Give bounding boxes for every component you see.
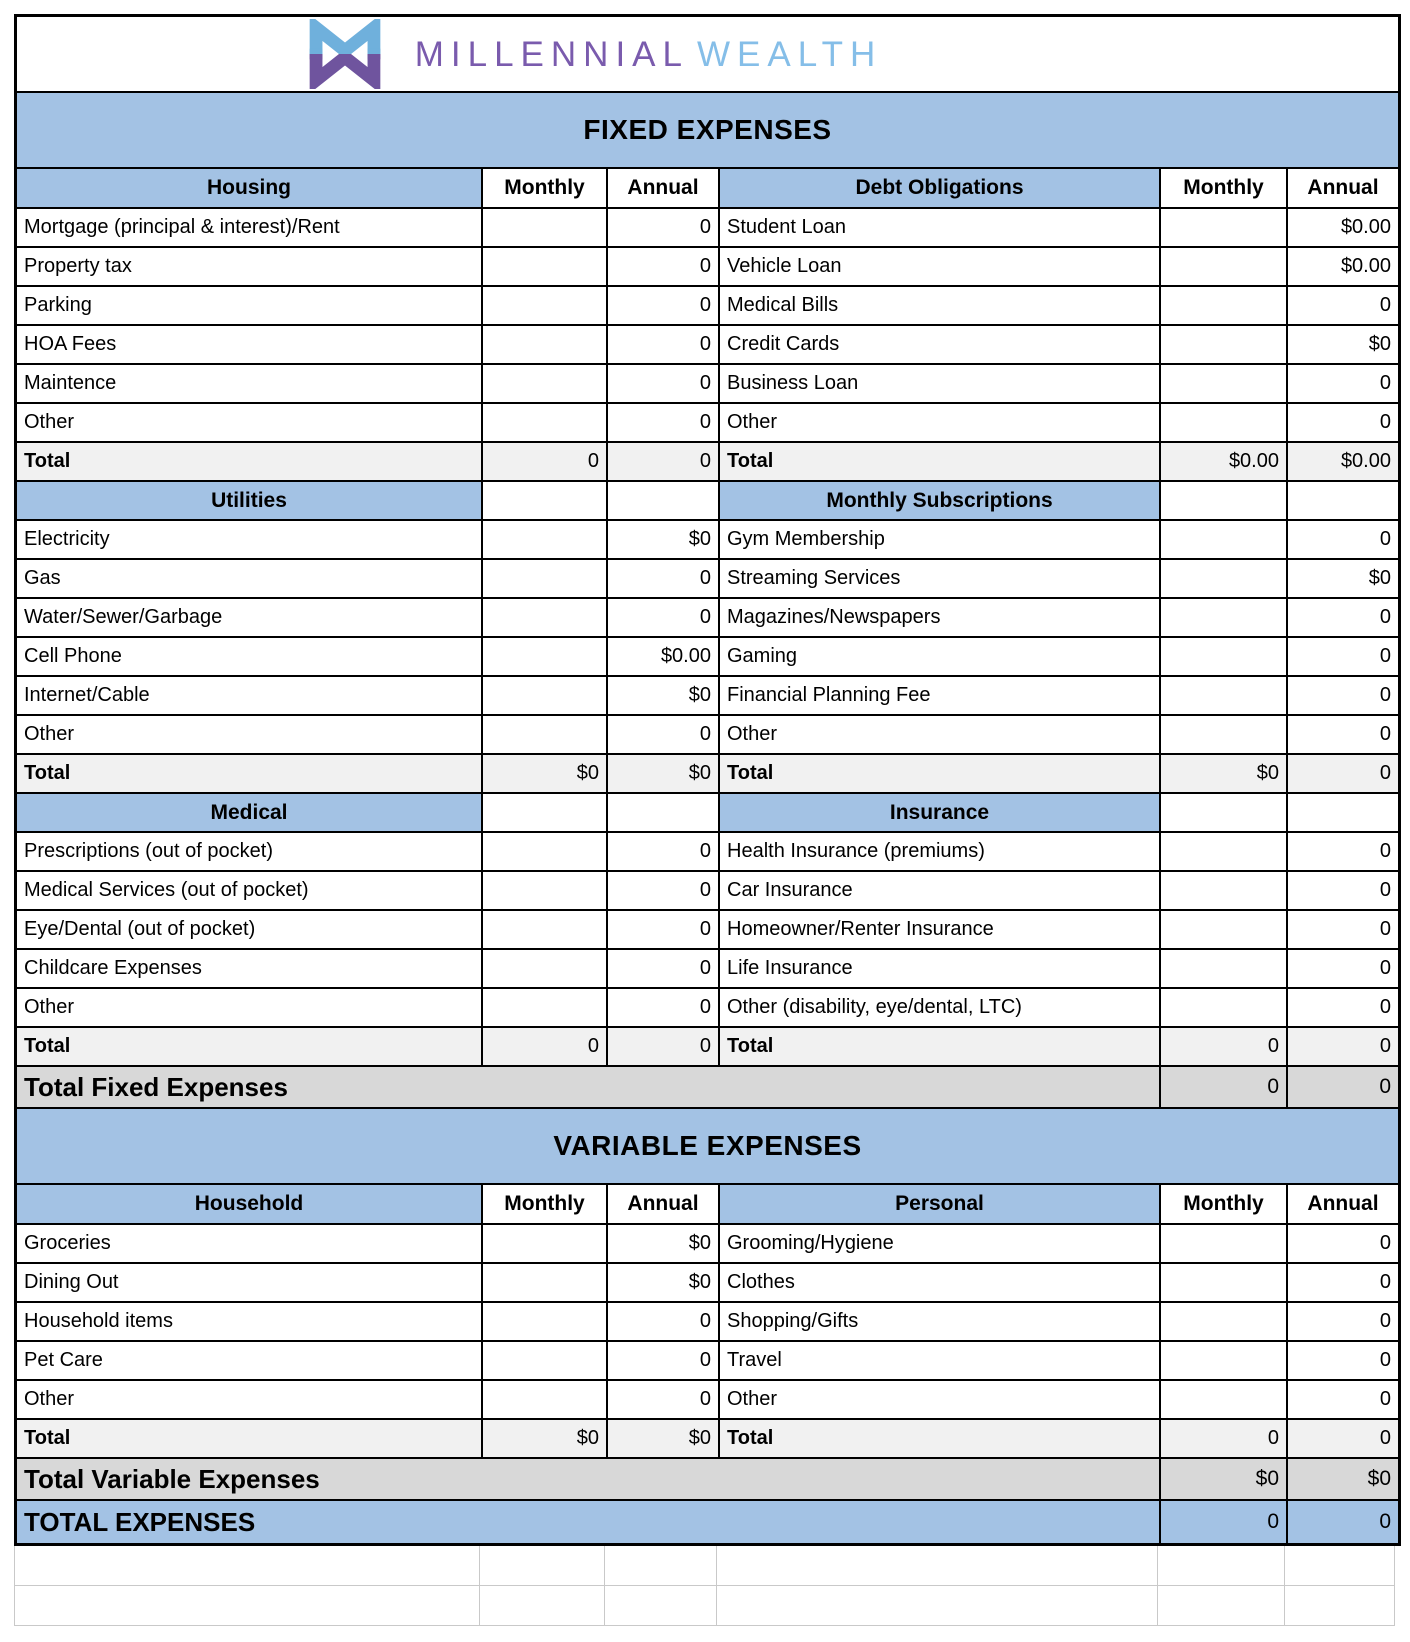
total-annual-cell[interactable]: $0 [608,1420,720,1459]
annual-value-cell[interactable]: 0 [608,950,720,989]
header-spacer-cell [483,794,608,833]
monthly-input-cell[interactable] [1161,833,1288,872]
annual-value-cell[interactable]: 0 [1288,911,1398,950]
monthly-input-cell[interactable] [1161,248,1288,287]
expense-label-cell[interactable]: Gas [17,560,483,599]
monthly-input-cell[interactable] [483,989,608,1028]
brand-logo [289,19,883,89]
expense-label-cell[interactable]: Other (disability, eye/dental, LTC) [720,989,1161,1028]
total-monthly-cell[interactable]: $0.00 [1161,443,1288,482]
annual-value-cell[interactable]: 0 [1288,404,1398,443]
total-annual-cell[interactable]: 0 [608,1028,720,1067]
monthly-input-cell[interactable] [483,599,608,638]
monthly-input-cell[interactable] [483,833,608,872]
monthly-input-cell[interactable] [1161,716,1288,755]
logo-banner-row [17,17,1398,93]
expense-label-cell[interactable]: Gym Membership [720,521,1161,560]
column-header-annual: Annual [608,169,720,209]
header-spacer-cell [1288,794,1398,833]
expense-label-cell[interactable]: Eye/Dental (out of pocket) [17,911,483,950]
expenses-banner-variable-expenses: VARIABLE EXPENSES [17,1109,1398,1185]
monthly-input-cell[interactable] [1161,989,1288,1028]
column-header-annual: Annual [1288,1185,1398,1225]
annual-value-cell[interactable]: $0.00 [1288,248,1398,287]
overflow-blank-rows [14,1546,1395,1626]
annual-value-cell[interactable]: $0 [608,521,720,560]
annual-value-cell[interactable]: $0 [608,1225,720,1264]
expense-label-cell[interactable]: Pet Care [17,1342,483,1381]
annual-value-cell[interactable]: 0 [1288,599,1398,638]
column-header-annual: Annual [1288,169,1398,209]
monthly-input-cell[interactable] [1161,209,1288,248]
expense-label-cell[interactable]: Business Loan [720,365,1161,404]
expense-label-cell[interactable]: Student Loan [720,209,1161,248]
expense-label-cell[interactable]: Childcare Expenses [17,950,483,989]
expense-label-cell[interactable]: Health Insurance (premiums) [720,833,1161,872]
header-spacer-cell [483,482,608,521]
expenses-banner-fixed-expenses: FIXED EXPENSES [17,93,1398,169]
brand-word-millennial: MILLENNIAL [414,34,689,74]
section-title-personal: Personal [720,1185,1161,1225]
expense-label-cell[interactable]: Financial Planning Fee [720,677,1161,716]
expense-label-cell[interactable]: Life Insurance [720,950,1161,989]
monthly-input-cell[interactable] [483,404,608,443]
monthly-input-cell[interactable] [483,560,608,599]
annual-value-cell[interactable]: 0 [608,1381,720,1420]
annual-value-cell[interactable]: 0 [608,833,720,872]
expense-label-cell[interactable]: Prescriptions (out of pocket) [17,833,483,872]
annual-value-cell[interactable]: 0 [608,560,720,599]
annual-value-cell[interactable]: 0 [608,404,720,443]
monthly-input-cell[interactable] [483,872,608,911]
annual-value-cell[interactable]: 0 [608,716,720,755]
blank-cell[interactable] [605,1586,717,1626]
expense-label-cell[interactable]: Magazines/Newspapers [720,599,1161,638]
expense-label-cell[interactable]: Shopping/Gifts [720,1303,1161,1342]
annual-value-cell[interactable]: $0 [1288,560,1398,599]
monthly-input-cell[interactable] [1161,404,1288,443]
annual-value-cell[interactable]: 0 [1288,1264,1398,1303]
annual-value-cell[interactable]: 0 [1288,1342,1398,1381]
brand-word-wealth: WEALTH [697,34,883,74]
monthly-input-cell[interactable] [483,638,608,677]
blank-cell[interactable] [480,1546,605,1586]
section-title-housing: Housing [17,169,483,209]
annual-value-cell[interactable]: 0 [1288,638,1398,677]
section-title-utilities: Utilities [17,482,483,521]
monthly-input-cell[interactable] [483,1381,608,1420]
monthly-input-cell[interactable] [483,911,608,950]
expense-label-cell[interactable]: Property tax [17,248,483,287]
total-monthly-cell[interactable]: $0 [483,1420,608,1459]
blank-cell[interactable] [717,1546,1158,1586]
expense-label-cell[interactable]: Other [17,404,483,443]
monthly-input-cell[interactable] [483,248,608,287]
total-label-cell: Total [17,755,483,794]
section-title-debt-obligations: Debt Obligations [720,169,1161,209]
expense-label-cell[interactable]: Other [17,716,483,755]
total-monthly-cell[interactable]: 0 [1161,1028,1288,1067]
total-monthly-cell[interactable]: $0 [483,755,608,794]
expense-label-cell[interactable]: Clothes [720,1264,1161,1303]
total-annual-cell[interactable]: $0 [608,755,720,794]
expense-label-cell[interactable]: Cell Phone [17,638,483,677]
annual-value-cell[interactable]: 0 [608,872,720,911]
total-monthly-cell[interactable]: $0 [1161,755,1288,794]
monthly-input-cell[interactable] [483,365,608,404]
expense-label-cell[interactable]: Maintence [17,365,483,404]
summary-annual-cell[interactable]: 0 [1288,1067,1398,1109]
expense-label-cell[interactable]: HOA Fees [17,326,483,365]
expense-label-cell[interactable]: Gaming [720,638,1161,677]
monthly-input-cell[interactable] [1161,911,1288,950]
expense-label-cell[interactable]: Other [720,1381,1161,1420]
expense-label-cell[interactable]: Grooming/Hygiene [720,1225,1161,1264]
annual-value-cell[interactable]: 0 [1288,833,1398,872]
monthly-input-cell[interactable] [483,521,608,560]
total-monthly-cell[interactable]: 0 [483,443,608,482]
total-label-cell: Total [720,755,1161,794]
monthly-input-cell[interactable] [483,1342,608,1381]
total-label-cell: Total [17,1420,483,1459]
annual-value-cell[interactable]: 0 [1288,677,1398,716]
annual-value-cell[interactable]: $0.00 [608,638,720,677]
summary-label-total-variable-expenses: Total Variable Expenses [17,1459,1161,1501]
expense-label-cell[interactable]: Other [720,404,1161,443]
expense-label-cell[interactable]: Internet/Cable [17,677,483,716]
annual-value-cell[interactable]: 0 [1288,872,1398,911]
expense-label-cell[interactable]: Car Insurance [720,872,1161,911]
blank-cell[interactable] [1285,1586,1395,1626]
annual-value-cell[interactable]: 0 [1288,287,1398,326]
monthly-input-cell[interactable] [1161,599,1288,638]
expense-label-cell[interactable]: Other [17,1381,483,1420]
total-monthly-cell[interactable]: 0 [1161,1420,1288,1459]
annual-value-cell[interactable]: 0 [1288,521,1398,560]
annual-value-cell[interactable]: 0 [1288,989,1398,1028]
header-spacer-cell [1161,482,1288,521]
total-annual-cell[interactable]: 0 [1288,1028,1398,1067]
expense-label-cell[interactable]: Travel [720,1342,1161,1381]
blank-cell[interactable] [14,1586,480,1626]
blank-cell[interactable] [1158,1546,1285,1586]
annual-value-cell[interactable]: 0 [1288,365,1398,404]
annual-value-cell[interactable]: 0 [1288,716,1398,755]
total-label-cell: Total [17,443,483,482]
summary-annual-cell[interactable]: $0 [1288,1459,1398,1501]
blank-cell[interactable] [480,1586,605,1626]
expense-label-cell[interactable]: Water/Sewer/Garbage [17,599,483,638]
monthly-input-cell[interactable] [1161,287,1288,326]
annual-value-cell[interactable]: 0 [1288,1381,1398,1420]
expense-label-cell[interactable]: Medical Bills [720,287,1161,326]
annual-value-cell[interactable]: $0 [608,1264,720,1303]
total-annual-cell[interactable]: 0 [608,443,720,482]
column-header-monthly: Monthly [483,169,608,209]
column-header-monthly: Monthly [1161,1185,1288,1225]
monthly-input-cell[interactable] [483,950,608,989]
summary-monthly-cell[interactable]: 0 [1161,1067,1288,1109]
monthly-input-cell[interactable] [1161,326,1288,365]
monthly-input-cell[interactable] [1161,1381,1288,1420]
column-header-annual: Annual [608,1185,720,1225]
blank-cell[interactable] [14,1546,480,1586]
expense-label-cell[interactable]: Medical Services (out of pocket) [17,872,483,911]
blank-cell[interactable] [717,1586,1158,1626]
expense-label-cell[interactable]: Homeowner/Renter Insurance [720,911,1161,950]
annual-value-cell[interactable]: 0 [608,209,720,248]
annual-value-cell[interactable]: $0 [608,677,720,716]
monthly-input-cell[interactable] [1161,1303,1288,1342]
annual-value-cell[interactable]: 0 [1288,950,1398,989]
total-annual-cell[interactable]: 0 [1288,755,1398,794]
grand-total-annual-cell[interactable]: 0 [1288,1501,1398,1543]
monthly-input-cell[interactable] [483,1225,608,1264]
annual-value-cell[interactable]: 0 [1288,1303,1398,1342]
annual-value-cell[interactable]: 0 [608,911,720,950]
millennial-wealth-logo-icon [289,19,401,89]
grand-total-monthly-cell[interactable]: 0 [1161,1501,1288,1543]
expense-label-cell[interactable]: Streaming Services [720,560,1161,599]
expense-label-cell[interactable]: Mortgage (principal & interest)/Rent [17,209,483,248]
monthly-input-cell[interactable] [1161,560,1288,599]
monthly-input-cell[interactable] [1161,521,1288,560]
header-spacer-cell [1288,482,1398,521]
monthly-input-cell[interactable] [1161,365,1288,404]
expense-label-cell[interactable]: Other [720,716,1161,755]
monthly-input-cell[interactable] [483,1303,608,1342]
expense-label-cell[interactable]: Household items [17,1303,483,1342]
total-monthly-cell[interactable]: 0 [483,1028,608,1067]
monthly-input-cell[interactable] [1161,950,1288,989]
annual-value-cell[interactable]: $0 [1288,326,1398,365]
annual-value-cell[interactable]: 0 [1288,1225,1398,1264]
section-title-insurance: Insurance [720,794,1161,833]
expense-label-cell[interactable]: Groceries [17,1225,483,1264]
total-label-cell: Total [17,1028,483,1067]
annual-value-cell[interactable]: 0 [608,599,720,638]
blank-cell[interactable] [605,1546,717,1586]
monthly-input-cell[interactable] [483,209,608,248]
expense-label-cell[interactable]: Dining Out [17,1264,483,1303]
header-spacer-cell [1161,794,1288,833]
expense-label-cell[interactable]: Credit Cards [720,326,1161,365]
annual-value-cell[interactable]: $0.00 [1288,209,1398,248]
total-annual-cell[interactable]: $0.00 [1288,443,1398,482]
monthly-input-cell[interactable] [1161,872,1288,911]
brand-wordmark [414,34,883,74]
total-annual-cell[interactable]: 0 [1288,1420,1398,1459]
section-title-household: Household [17,1185,483,1225]
monthly-input-cell[interactable] [483,1264,608,1303]
header-spacer-cell [608,794,720,833]
section-title-medical: Medical [17,794,483,833]
monthly-input-cell[interactable] [483,287,608,326]
annual-value-cell[interactable]: 0 [608,326,720,365]
monthly-input-cell[interactable] [1161,1264,1288,1303]
annual-value-cell[interactable]: 0 [608,287,720,326]
monthly-input-cell[interactable] [1161,1342,1288,1381]
blank-cell[interactable] [1158,1586,1285,1626]
expense-label-cell[interactable]: Vehicle Loan [720,248,1161,287]
monthly-input-cell[interactable] [483,326,608,365]
total-label-cell: Total [720,1420,1161,1459]
column-header-monthly: Monthly [483,1185,608,1225]
expense-label-cell[interactable]: Other [17,989,483,1028]
expense-label-cell[interactable]: Electricity [17,521,483,560]
section-title-monthly-subscriptions: Monthly Subscriptions [720,482,1161,521]
summary-label-total-fixed-expenses: Total Fixed Expenses [17,1067,1161,1109]
monthly-input-cell[interactable] [1161,677,1288,716]
annual-value-cell[interactable]: 0 [608,989,720,1028]
monthly-input-cell[interactable] [483,677,608,716]
monthly-input-cell[interactable] [1161,1225,1288,1264]
grand-total-label: TOTAL EXPENSES [17,1501,1161,1543]
expense-sheet [14,14,1401,1546]
annual-value-cell[interactable]: 0 [608,365,720,404]
annual-value-cell[interactable]: 0 [608,248,720,287]
monthly-input-cell[interactable] [483,716,608,755]
column-header-monthly: Monthly [1161,169,1288,209]
annual-value-cell[interactable]: 0 [608,1342,720,1381]
summary-monthly-cell[interactable]: $0 [1161,1459,1288,1501]
monthly-input-cell[interactable] [1161,638,1288,677]
total-label-cell: Total [720,1028,1161,1067]
annual-value-cell[interactable]: 0 [608,1303,720,1342]
total-label-cell: Total [720,443,1161,482]
header-spacer-cell [608,482,720,521]
blank-cell[interactable] [1285,1546,1395,1586]
expense-label-cell[interactable]: Parking [17,287,483,326]
